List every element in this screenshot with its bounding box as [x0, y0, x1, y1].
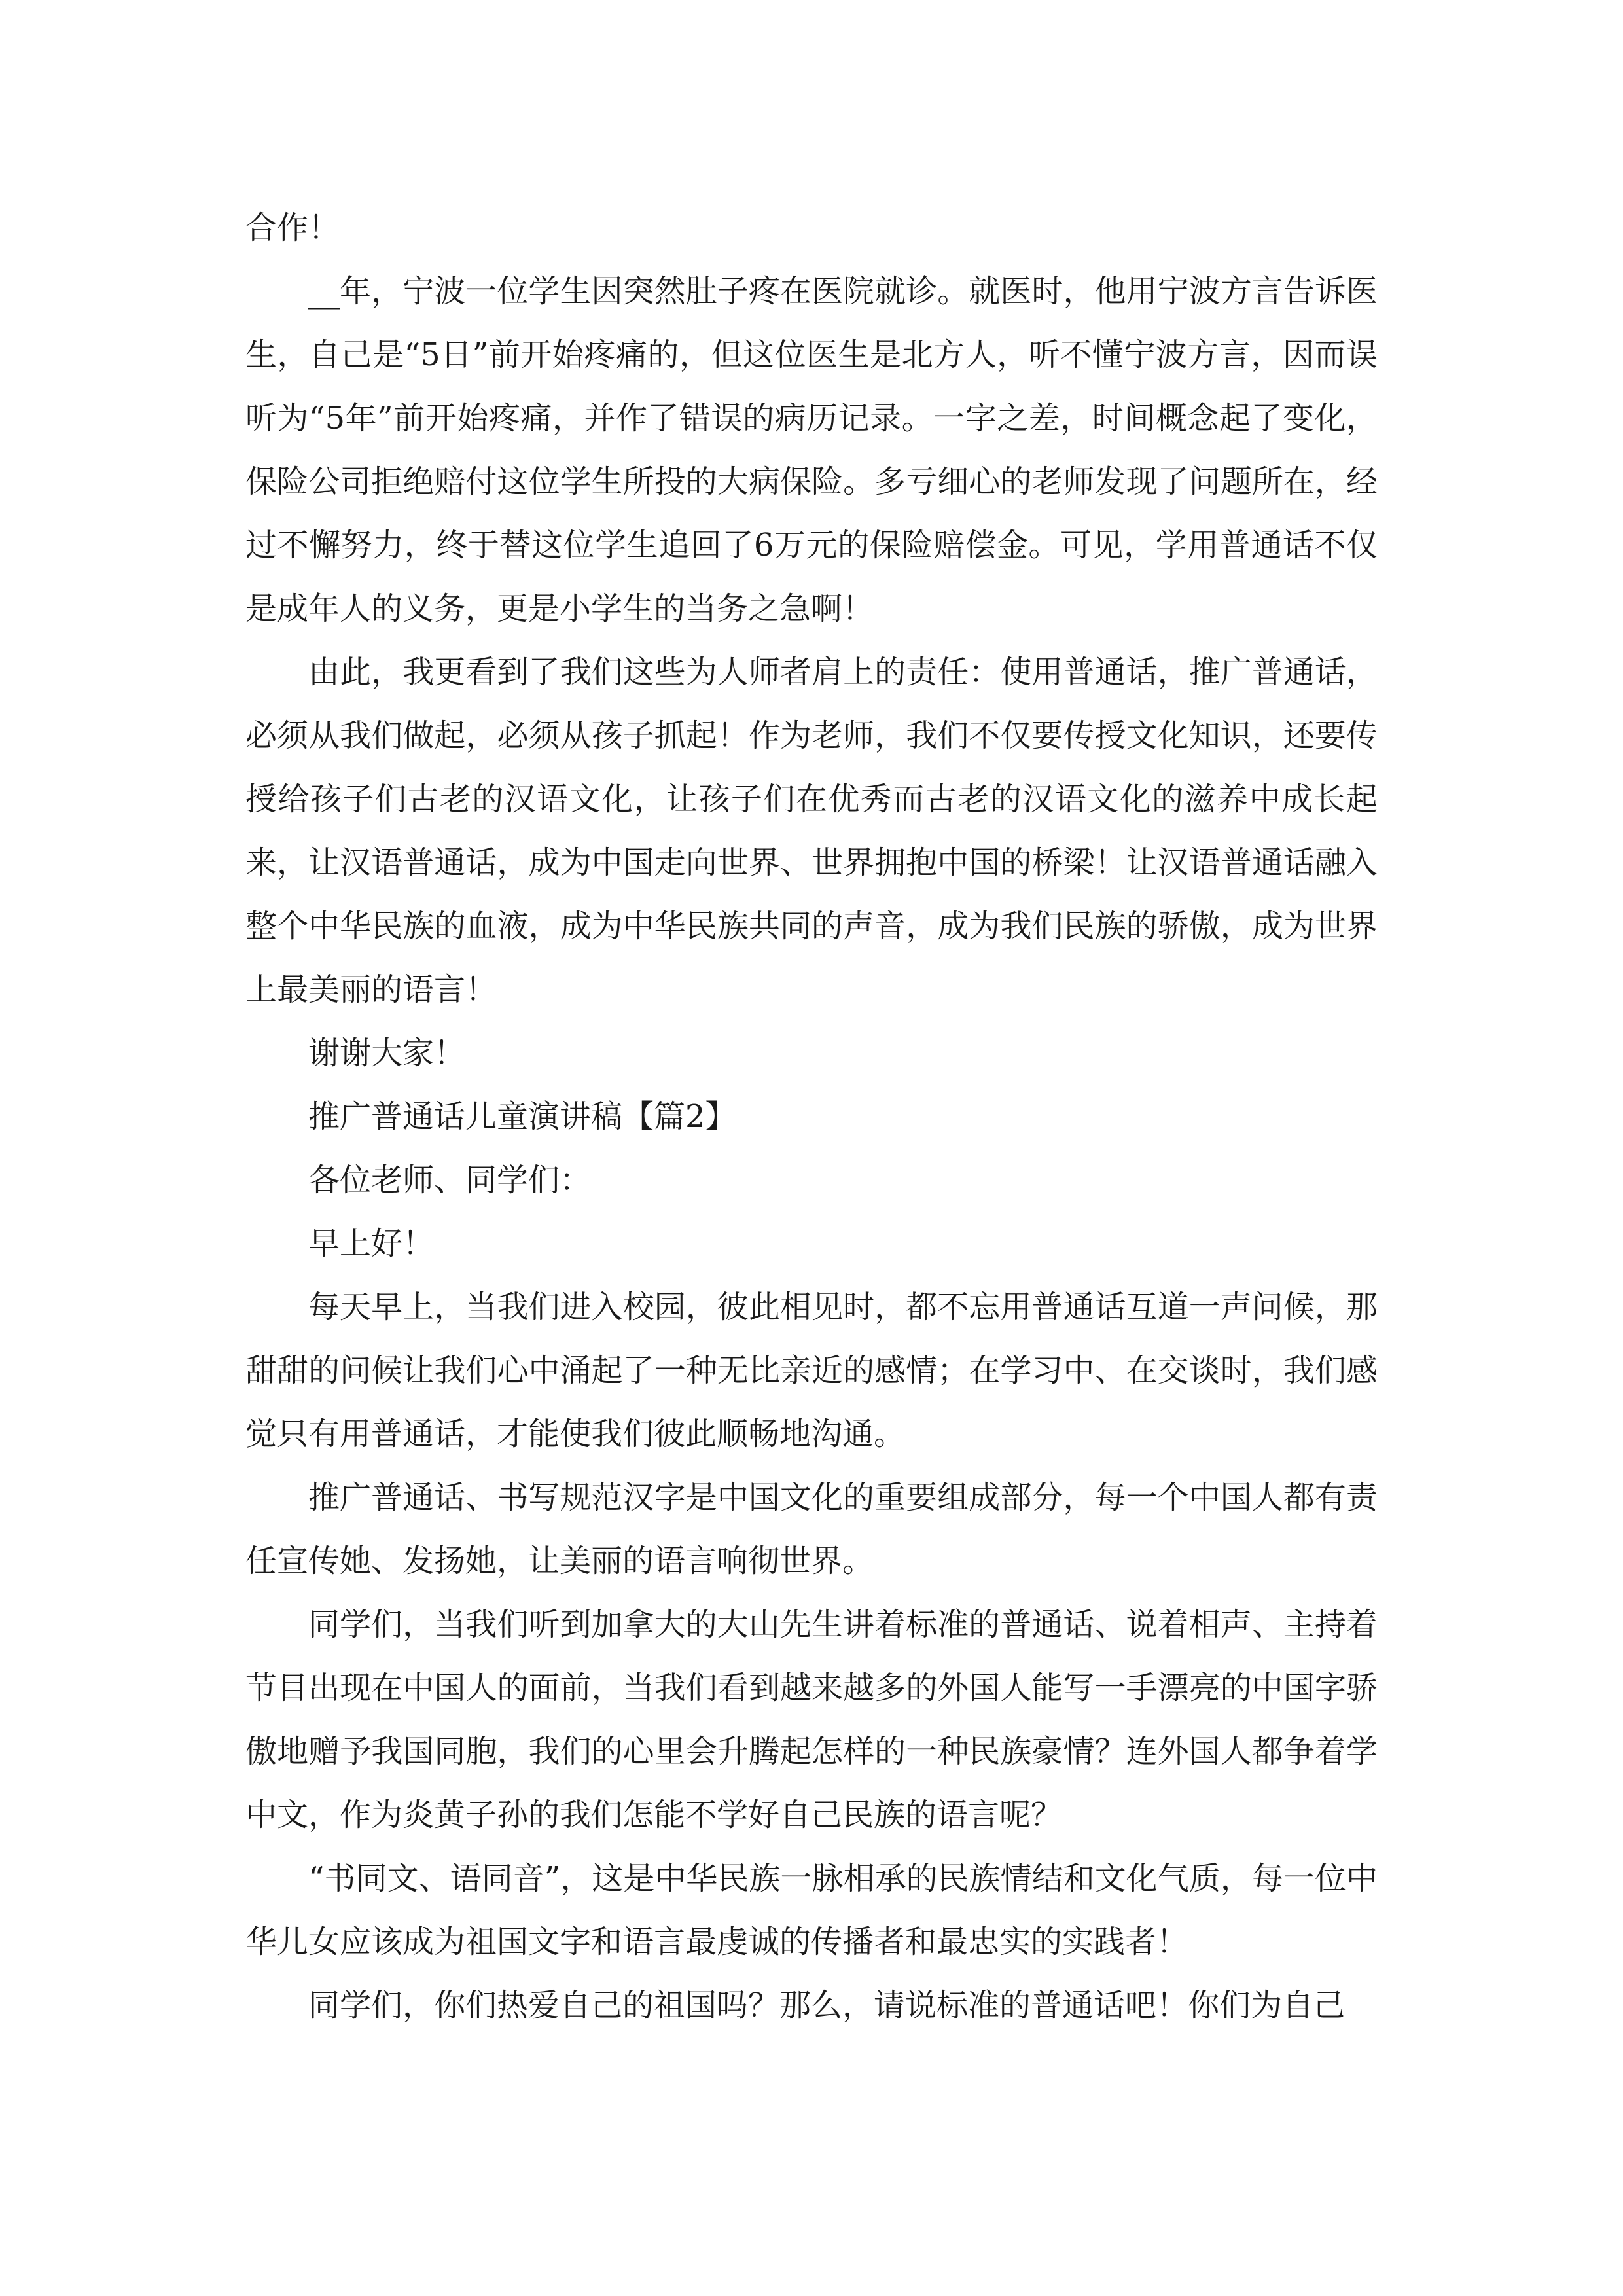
paragraph-2: __年，宁波一位学生因突然肚子疼在医院就诊。就医时，他用宁波方言告诉医生，自己是“5日”前开始疼痛的，但这位医生是北方人，听不懂宁波方言，因而误听为“5年”前开始疼痛，并作了错误的病历记录。一字之差，时间概念起了变化，保险公司拒绝赔付这位学生所投的大病保险。多亏细心的老师发现了问题所在，经过不懈努力，终于替这位学生追回了6万元的保险赔偿金。可见，学用普通话不仅是成年人的义务，更是小学生的当务之急啊！ [245, 273, 1378, 627]
paragraph-4: 谢谢大家！ [308, 1035, 466, 1071]
section-heading: 推广普通话儿童演讲稿【篇2】 [308, 1098, 737, 1135]
document-body [245, 196, 1378, 2037]
paragraph-1: 合作！ [245, 209, 340, 246]
paragraph-9: 推广普通话、书写规范汉字是中国文化的重要组成部分，每一个中国人都有责任宣传她、发扬她，让美丽的语言响彻世界。 [245, 1479, 1378, 1579]
paragraph-12: 同学们，你们热爱自己的祖国吗？那么，请说标准的普通话吧！你们为自己 [308, 1987, 1346, 2024]
paragraph-3: 由此，我更看到了我们这些为人师者肩上的责任：使用普通话，推广普通话，必须从我们做起，必须从孩子抓起！作为老师，我们不仅要传授文化知识，还要传授给孩子们古老的汉语文化，让孩子们在优秀而古老的汉语文化的滋养中成长起来，让汉语普通话，成为中国走向世界、世界拥抱中国的桥梁！让汉语普通话融入整个中华民族的血液，成为中华民族共同的声音，成为我们民族的骄傲，成为世界上最美丽的语言！ [245, 654, 1378, 1008]
salutation: 各位老师、同学们： [308, 1162, 592, 1198]
greeting: 早上好！ [308, 1225, 435, 1262]
paragraph-10: 同学们，当我们听到加拿大的大山先生讲着标准的普通话、说着相声、主持着节目出现在中国人的面前，当我们看到越来越多的外国人能写一手漂亮的中国字骄傲地赠予我国同胞，我们的心里会升腾起怎样的一种民族豪情？连外国人都争着学中文，作为炎黄子孙的我们怎能不学好自己民族的语言呢？ [245, 1606, 1378, 1833]
paragraph-8: 每天早上，当我们进入校园，彼此相见时，都不忘用普通话互道一声问候，那甜甜的问候让我们心中涌起了一种无比亲近的感情；在学习中、在交谈时，我们感觉只有用普通话，才能使我们彼此顺畅地沟通。 [245, 1289, 1378, 1452]
paragraph-11: “书同文、语同音”，这是中华民族一脉相承的民族情结和文化气质，每一位中华儿女应该成为祖国文字和语言最虔诚的传播者和最忠实的实践者！ [245, 1860, 1378, 1960]
